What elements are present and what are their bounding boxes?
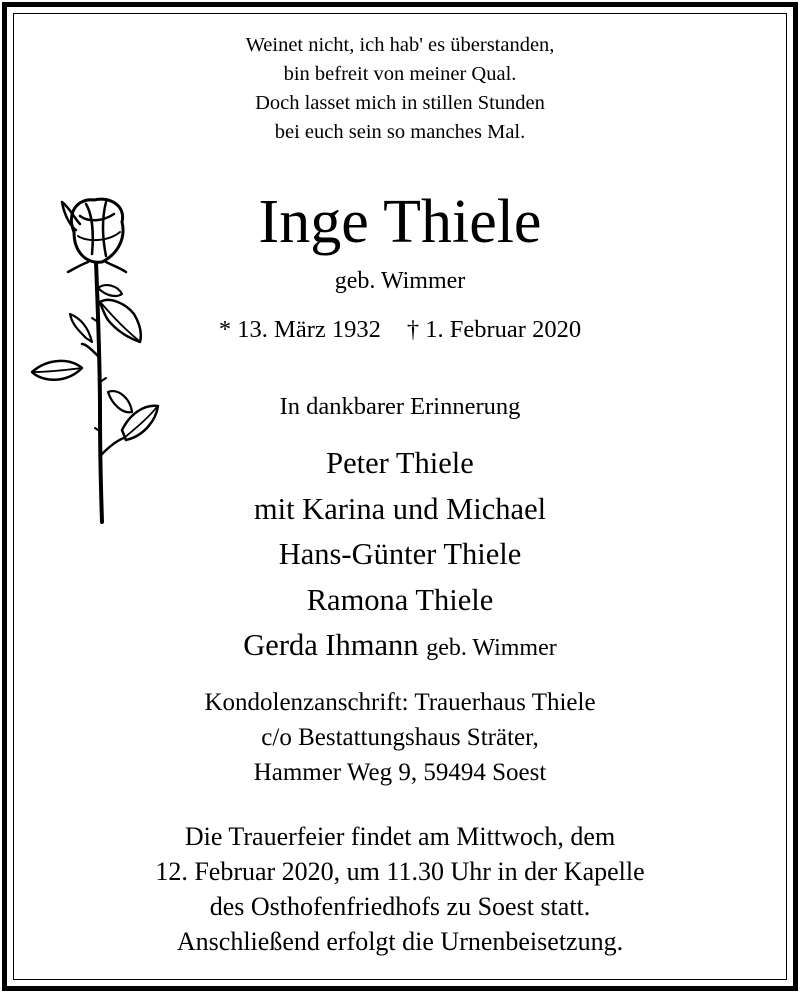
family-member-name: Gerda Ihmann: [243, 628, 419, 662]
address-line: Hammer Weg 9, 59494 Soest: [253, 759, 547, 786]
address-line: c/o Bestattungshaus Sträter,: [261, 724, 539, 751]
family-member: Peter Thiele: [326, 446, 474, 480]
ceremony-line: des Osthofenfriedhofs zu Soest statt.: [209, 892, 591, 921]
family-member: Hans-Günter Thiele: [278, 537, 522, 571]
ceremony-line: Anschließend erfolgt die Urnenbeisetzung.: [176, 927, 624, 956]
poem-line: bin befreit von meiner Qual.: [283, 63, 517, 85]
poem: [0, 31, 800, 147]
family-member: mit Karina und Michael: [253, 491, 547, 526]
deceased-name: Inge Thiele: [258, 188, 542, 256]
condolence-address: [0, 685, 800, 790]
poem-line: Weinet nicht, ich hab' es überstanden,: [245, 34, 555, 56]
death-date: † 1. Februar 2020: [406, 316, 582, 343]
life-dates: [0, 313, 800, 347]
family-list: [0, 441, 800, 672]
address-line: Kondolenzanschrift: Trauerhaus Thiele: [204, 689, 596, 716]
family-member-last: [0, 623, 800, 672]
ceremony-line: 12. Februar 2020, um 11.30 Uhr in der Kapelle: [155, 857, 645, 886]
thanks-line: In dankbarer Erinnerung: [279, 393, 521, 420]
maiden-name: geb. Wimmer: [334, 268, 466, 294]
family-member: Ramona Thiele: [306, 582, 494, 617]
poem-line: bei euch sein so manches Mal.: [274, 121, 526, 143]
ceremony-line: Die Trauerfeier findet am Mittwoch, dem: [184, 822, 616, 851]
birth-date: * 13. März 1932: [218, 316, 381, 343]
ceremony-info: [0, 819, 800, 959]
family-member-suffix: geb. Wimmer: [426, 635, 557, 661]
poem-line: Doch lasset mich in stillen Stunden: [255, 92, 545, 114]
